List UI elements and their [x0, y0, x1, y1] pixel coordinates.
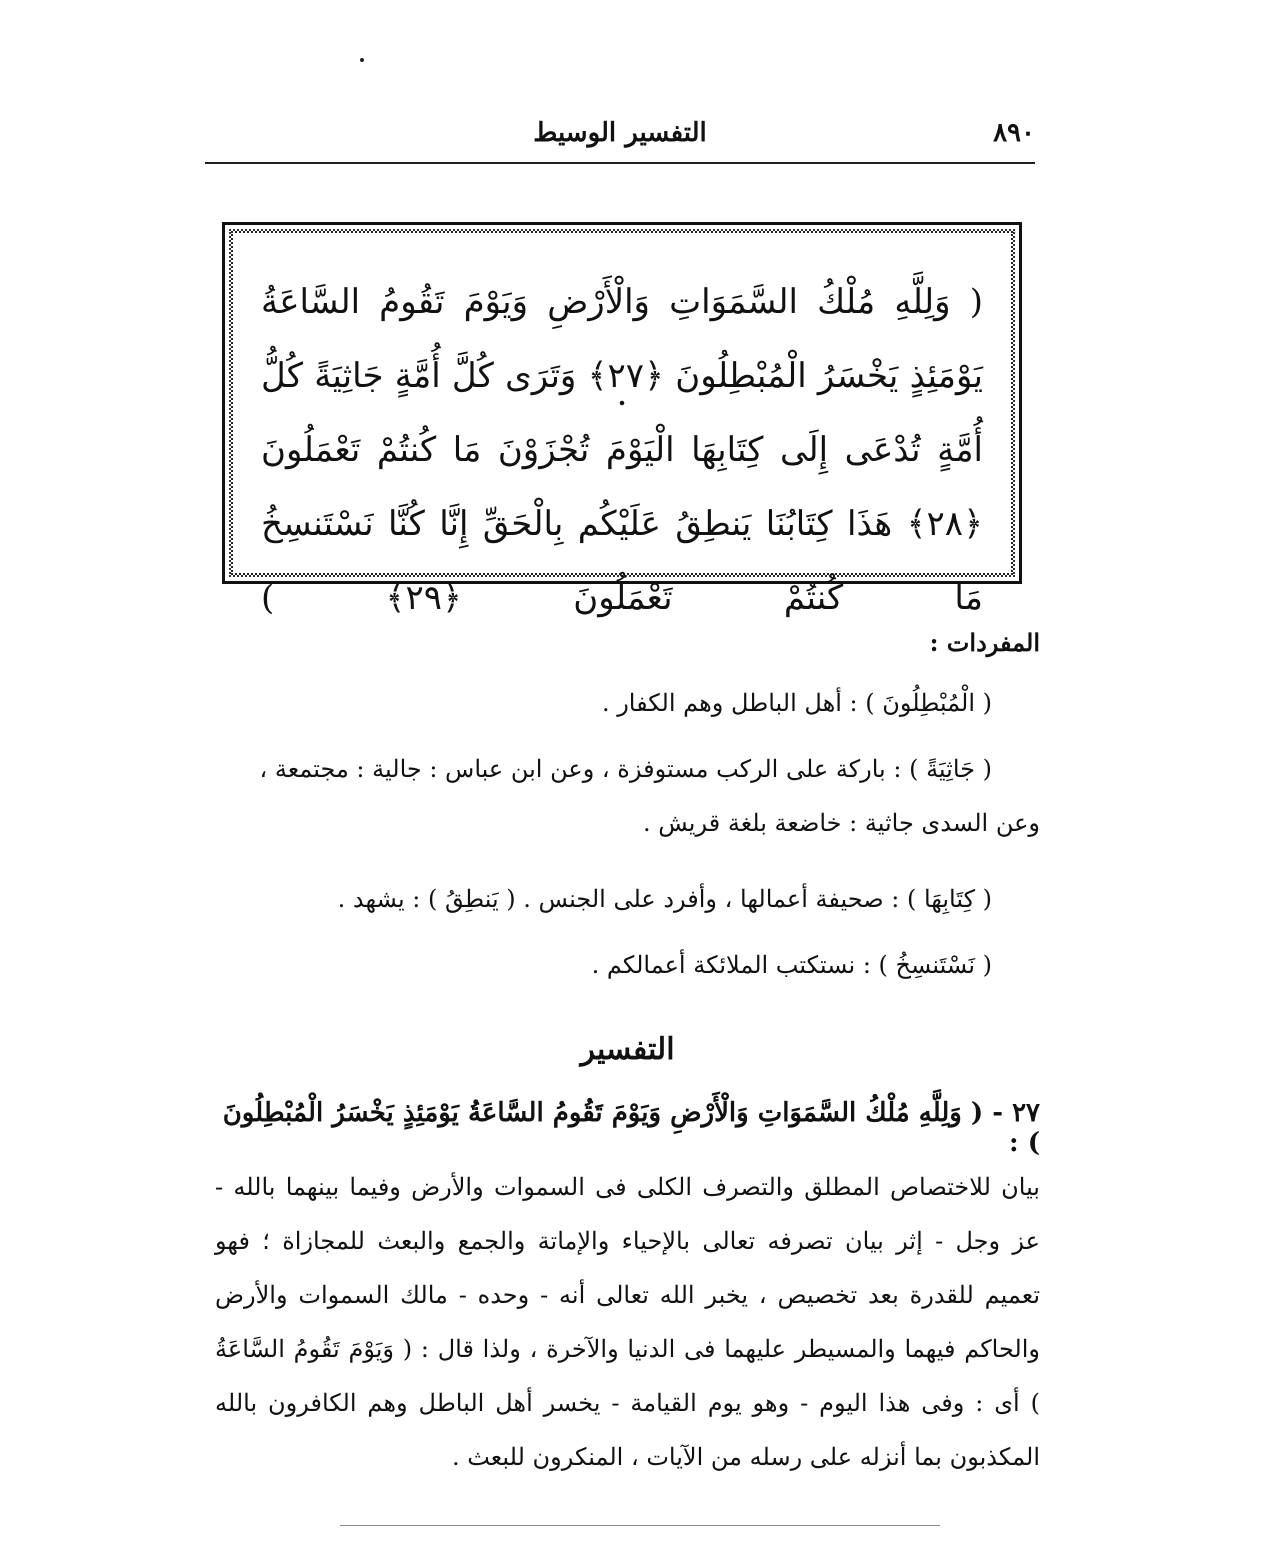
- tafsir-verse-line: ٢٧ - ( وَلِلَّهِ مُلْكُ السَّمَوَاتِ وَالْأَرْضِ وَيَوْمَ تَقُومُ السَّاعَةُ يَوْمَئِذٍ يَخْسَرُ الْمُبْطِلُونَ ) :: [222, 1098, 1040, 1158]
- tafsir-title: التفسير: [580, 1032, 675, 1067]
- vocabulary-item: ( نَسْتَنسِخُ ) : نستكتب الملائكة أعمالكم .: [591, 951, 992, 979]
- footer-rule: [340, 1525, 940, 1526]
- ink-dot: [360, 58, 364, 62]
- vocabulary-item-continuation: وعن السدى جاثية : خاضعة بلغة قريش .: [642, 809, 1040, 837]
- vocabulary-item: [215, 742, 1040, 850]
- verse-frame: [222, 222, 1022, 618]
- running-title: التفسير الوسيط: [533, 118, 707, 148]
- vocabulary-item: ( الْمُبْطِلُونَ ) : أهل الباطل وهم الكفار .: [601, 689, 992, 717]
- page-header: [205, 118, 1035, 158]
- vocabulary-item: ( كِتَابِهَا ) : صحيفة أعمالها ، وأفرد على الجنس . ( يَنطِقُ ) : يشهد .: [337, 885, 992, 913]
- quran-verses: ( وَلِلَّهِ مُلْكُ السَّمَوَاتِ وَالْأَرْضِ وَيَوْمَ تَقُومُ السَّاعَةُ يَوْمَئِذٍ يَخْسَرُ الْمُبْطِلُونَ ﴿٢٧﴾ وَتَرَى كُلَّ أُمَّةٍ جَاثِيَةً كُلُّ أُمَّةٍ تُدْعَى إِلَى كِتَابِهَا الْيَوْمَ تُجْزَوْنَ مَا كُنتُمْ تَعْمَلُونَ ﴿٢٨﴾ هَذَا كِتَابُنَا يَنطِقُ عَلَيْكُم بِالْحَقِّ إِنَّا كُنَّا نَسْتَنسِخُ مَا كُنتُمْ تَعْمَلُونَ ﴿٢٩﴾ ): [261, 282, 984, 618]
- header-rule: [205, 162, 1035, 164]
- vocabulary-heading: المفردات :: [929, 628, 1040, 657]
- tafsir-body: بيان للاختصاص المطلق والتصرف الكلى فى السموات والأرض وفيما بينهما بالله - عز وجل - إثر بيان تصرفه تعالى بالإحياء والإماتة والجمع والبعث للمجازاة ؛ فهو تعميم للقدرة بعد تخصيص ، يخبر الله تعالى أنه - وحده - مالك السموات والأرض والحاكم فيهما والمسيطر عليهما فى الدنيا والآخرة ، ولذا قال : ( وَيَوْمَ تَقُومُ السَّاعَةُ ) أى : وفى هذا اليوم - وهو يوم القيامة - يخسر أهل الباطل وهم الكافرون بالله المكذبون بما أنزله على رسله من الآيات ، المنكرون للبعث .: [215, 1173, 1040, 1471]
- page-number: ٨٩٠: [993, 118, 1035, 148]
- vocabulary-item-text: ( جَاثِيَةً ) : باركة على الركب مستوفزة ، وعن ابن عباس : جالية : مجتمعة ،: [259, 755, 992, 783]
